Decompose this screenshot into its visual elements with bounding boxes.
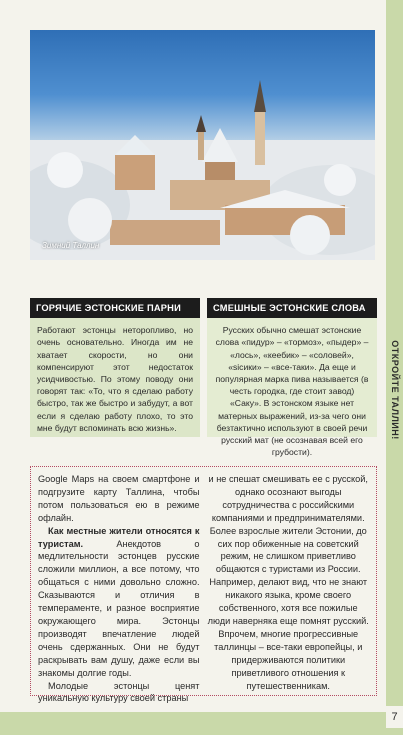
city-illustration xyxy=(30,30,375,260)
box-text: Русских обычно смешат эстонские слова «пидур» – «тормоз», «пыдер» – «лось», «кеебик» – «соловей», «siсики» – «все-таки». Да еще и популярная марка пива называется (в честь городка, где стоит завод) «Саку». В эстонском языке нет матерных выражений, из-за чего они безтактично используют в своей речи русский мат (не осознавая всей его грубости). xyxy=(207,318,377,437)
article-paragraph: Google Maps на своем смартфоне и подгрузите карту Таллина, чтобы потом пользоваться ею в режиме офлайн. xyxy=(38,474,200,523)
article-column-right xyxy=(208,473,370,689)
article-text: Анекдотов о медлительности эстонцев русские сложили миллион, а все потому, что общаться с ними довольно сложно. Сказываются и отличия в темпераменте, и разное восприятие окружающего мира. Эстонцы производят впечатление людей очень сдержанных. Они не будут раскрывать вам душу, даже если вы знакомы долгие годы. xyxy=(38,538,200,678)
article-paragraph xyxy=(38,525,200,680)
box-text: Работают эстонцы неторопливо, но очень основательно. Иногда им не хватает скорости, но они компенсируют этот недостаток усидчивостью. По этому поводу они говорят так: «То, что я сделаю работу быстро, так же быстро и забудут, а вот если я сделаю работу плохо, то это мне будут вспоминать всю жизнь». xyxy=(30,318,200,437)
sidebar-box-funny-estonian-words xyxy=(207,298,377,458)
box-title: ГОРЯЧИЕ ЭСТОНСКИЕ ПАРНИ xyxy=(30,298,200,318)
article-paragraph: и не спешат смешивать ее с русской, однако осознают выгоды сотрудничества с российскими компаниями и предпринимателями. Более взрослые жители Эстонии, до сих пор обиженные на советский режим, не слишком приветливо общаются с туристами из России. Например, делают вид, что не знают никакого языка, кроме своего собственного, хотя все пожилые люди наверняка еще помнят русский. Впрочем, многие прогрессивные таллинцы – все-таки европейцы, и придерживаются политики приветливого отношения к путешественникам. xyxy=(207,474,369,691)
page-number: 7 xyxy=(386,706,403,728)
article-lead: Как местные жители относятся к туристам. xyxy=(38,525,200,549)
article-column-left xyxy=(38,473,200,704)
box-title: СМЕШНЫЕ ЭСТОНСКИЕ СЛОВА xyxy=(207,298,377,318)
article-body xyxy=(30,466,377,704)
footer-bar xyxy=(0,712,386,735)
side-tab-label-container xyxy=(386,300,403,480)
sidebar-box-hot-estonian-guys xyxy=(30,298,200,448)
photo-caption: Зимний Таллин xyxy=(42,241,100,250)
tallinn-winter-photo xyxy=(30,30,375,260)
article-paragraph: Молодые эстонцы ценят уникальную культуру своей страны xyxy=(38,680,200,704)
side-tab-label: ОТКРОЙТЕ ТАЛЛИН! xyxy=(389,340,400,440)
